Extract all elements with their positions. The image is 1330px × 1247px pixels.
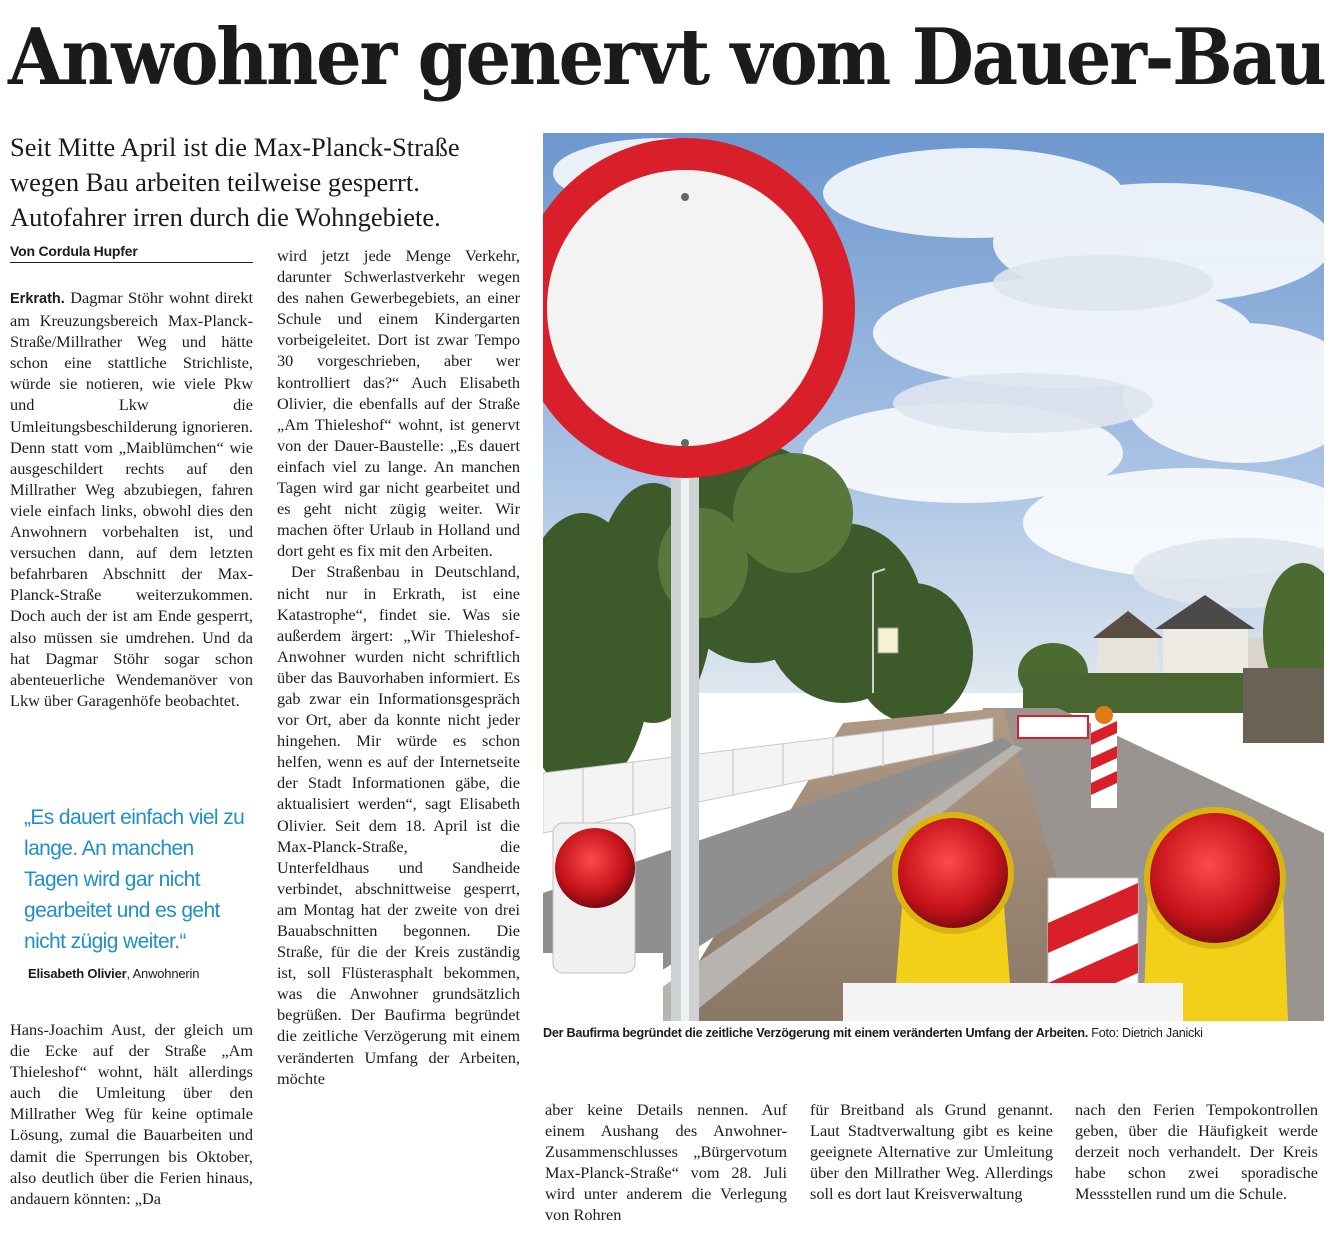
place-name: Erkrath. bbox=[10, 291, 65, 307]
subheadline bbox=[10, 130, 530, 235]
paragraph: Erkrath. Dagmar Stöhr wohnt direkt am Kreuzungsbereich Max-Planck-Straße/Millrather Weg und hätte schon eine stattliche Strichliste, würde sie notieren, wie viele Pkw und Lkw die Umleitungsbeschilderung ignorieren. Denn statt vom „Maiblümchen“ wie ausgeschildert rechts auf den Millrather Weg abzubiegen, fahren viele einfach links, obwohl dies den Anwohnern vorbehalten ist, und versuchen dann, auf dem letzten befahrbaren Abschnitt der Max-Planck-Straße weiterzukommen. Doch auch der ist am Ende gesperrt, also müssen sie umdrehen. Und da hat Dagmar Stöhr sogar schon abenteuerliche Wendemanöver von Lkw über Garagenhöfe beobachtet. bbox=[10, 288, 253, 710]
subhead-line: Autofahrer irren durch die Wohngebiete. bbox=[10, 202, 441, 232]
paragraph: für Breitband als Grund genannt. Laut Stadtverwaltung gibt es keine geeignete Alternative zur Umleitung über den Millrather Weg. Allerdings soll es dort laut Kreisverwaltung bbox=[810, 1100, 1053, 1204]
article-column-2 bbox=[277, 245, 520, 1089]
article-column-4 bbox=[810, 1099, 1053, 1204]
article-column-1-bottom bbox=[10, 1019, 253, 1209]
pull-quote: „Es dauert einfach viel zu lange. An manchen Tagen wird gar nicht gearbeitet und es geht nicht zügig weiter.“ bbox=[24, 806, 245, 953]
byline: Von Cordula Hupfer bbox=[10, 243, 253, 263]
article-column-1-top bbox=[10, 287, 253, 711]
quote-attribution bbox=[28, 966, 253, 981]
paragraph: aber keine Details nennen. Auf einem Aushang des Anwohner-Zusammenschlusses „Bürgervotum Max-Planck-Straße“ vom 28. Juli wird unter anderem die Verlegung von Rohren bbox=[545, 1100, 787, 1225]
photo-credit: Foto: Dietrich Janicki bbox=[1088, 1026, 1203, 1040]
quote-role: , Anwohnerin bbox=[126, 966, 200, 981]
construction-site-photo bbox=[543, 133, 1324, 1021]
caption-text: Der Baufirma begründet die zeitliche Verzögerung mit einem veränderten Umfang der Arbeiten. bbox=[543, 1026, 1089, 1040]
quote-author: Elisabeth Olivier bbox=[28, 966, 127, 981]
subhead-line: Seit Mitte April ist die Max-Planck-Straße bbox=[10, 132, 460, 162]
article-column-3 bbox=[545, 1099, 787, 1226]
subhead-line: wegen Bau arbeiten teilweise gesperrt. bbox=[10, 167, 420, 197]
article-column-5 bbox=[1075, 1099, 1318, 1204]
headline: Anwohner genervt vom Dauer-Bau bbox=[8, 12, 1325, 103]
paragraph: wird jetzt jede Menge Verkehr, darunter Schwerlastverkehr wegen des nahen Gewerbegebiets, an einer Schule und einem Kindergarten vorbeigeleitet. Dort ist zwar Tempo 30 vorgeschrieben, aber wer kontrolliert das?“ Auch Elisabeth Olivier, die ebenfalls auf der Straße „Am Thieleshof“ wohnt, ist genervt von der Dauer-Baustelle: „Es dauert einfach viel zu lange. An manchen Tagen wird gar nicht gearbeitet und es geht nicht zügig weiter. Wir machen öfter Urlaub in Holland und dort geht es fix mit den Arbeiten. bbox=[277, 246, 520, 561]
photo-caption bbox=[543, 1026, 1324, 1040]
paragraph: Der Straßenbau in Deutschland, nicht nur in Erkrath, ist eine Katastrophe“, findet sie. Was sie außerdem ärgert: „Wir Thieleshof-Anwohner wurden nicht schriftlich über das Bauvorhaben informiert. Es gab zwar ein Informationsgespräch vor Ort, aber da konnte nicht jeder hingehen. Mir würde es schon helfen, wenn es auf der Internetseite der Stadt Informationen gäbe, die aktualisiert werden“, sagt Elisabeth Olivier. Seit dem 18. April ist die Max-Planck-Straße, die Unterfeldhaus und Sandheide verbindet, abschnittweise gesperrt, am Montag hat der zweite von drei Bauabschnitten begonnen. Die Straße, für die der Kreis zuständig ist, soll Flüsterasphalt bekommen, was die Anwohner grundsätzlich begrüßen. Der Baufirma begründet die zeitliche Verzögerung mit einem veränderten Umfang der Arbeiten, möchte bbox=[277, 562, 520, 1088]
paragraph: Hans-Joachim Aust, der gleich um die Ecke auf der Straße „Am Thieleshof“ wohnt, hält allerdings auch die Umleitung über den Millrather Weg für keine optimale Lösung, zumal die Bauarbeiten und damit die Sperrungen bis Oktober, also deutlich über die Ferien hinaus, andauern könnten: „Da bbox=[10, 1020, 253, 1208]
paragraph: nach den Ferien Tempokontrollen geben, über die Häufigkeit werde derzeit noch verhandelt. Der Kreis habe schon zwei sporadische Messstellen rund um die Schule. bbox=[1075, 1100, 1318, 1204]
